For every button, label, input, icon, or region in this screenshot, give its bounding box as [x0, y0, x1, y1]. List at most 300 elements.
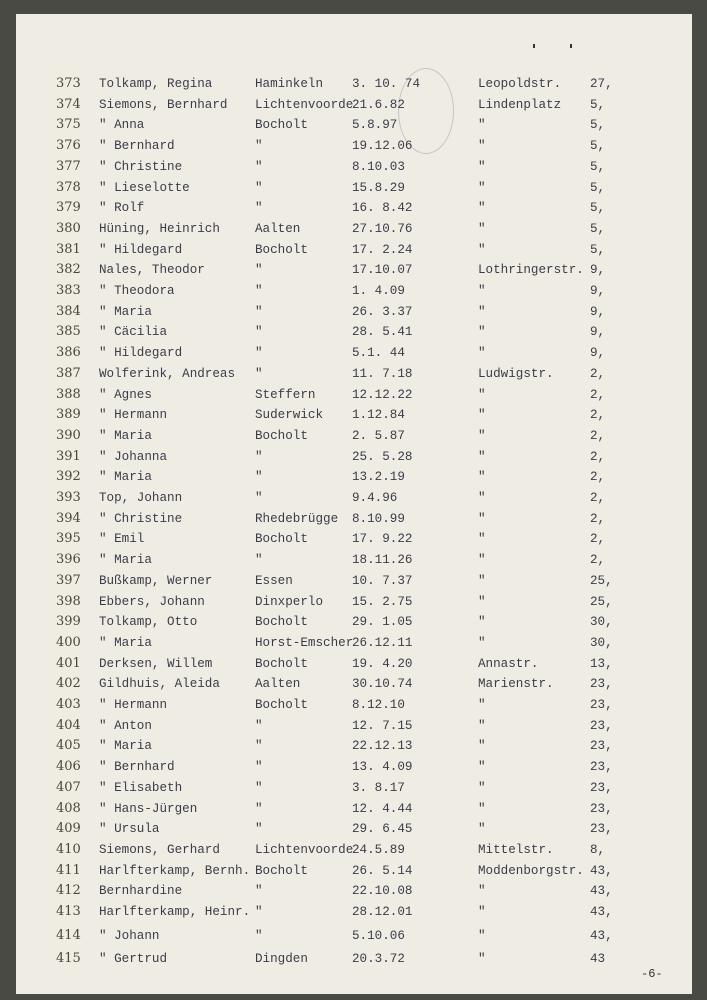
birth-place: " — [255, 159, 263, 174]
entry-number: 403 — [56, 697, 81, 712]
house-number: 5, — [590, 201, 606, 216]
register-row — [0, 447, 707, 467]
register-row — [0, 881, 707, 901]
house-number: 2, — [590, 470, 606, 485]
birth-date: 11. 7.18 — [352, 366, 413, 381]
street: Moddenborgstr. — [478, 863, 584, 878]
register-row — [0, 778, 707, 798]
entry-number: 390 — [56, 427, 81, 443]
birth-place: " — [255, 346, 263, 361]
birth-place: Rhedebrügge — [255, 511, 339, 526]
register-row — [0, 467, 707, 487]
entry-number: 410 — [56, 841, 81, 857]
house-number: 43, — [590, 863, 613, 878]
entry-number: 412 — [56, 883, 81, 899]
person-name: " Theodora — [99, 284, 175, 298]
birth-date: 5.1. 44 — [352, 346, 405, 361]
register-row — [0, 612, 707, 632]
birth-date: 13. 4.09 — [352, 760, 413, 775]
birth-date: 26. 5.14 — [352, 863, 413, 878]
street: " — [478, 428, 486, 443]
birth-date: 1. 4.09 — [352, 284, 405, 298]
house-number: 23, — [590, 760, 613, 775]
person-name: " Anna — [99, 118, 145, 133]
person-name: Harlfterkamp, Bernh. — [99, 863, 251, 878]
entry-number: 398 — [56, 593, 81, 609]
entry-number: 378 — [56, 179, 81, 195]
birth-date: 28.12.01 — [352, 905, 413, 919]
entry-number: 394 — [56, 510, 81, 526]
entry-number: 385 — [56, 324, 81, 340]
birth-date: 24.5.89 — [352, 842, 405, 857]
birth-date: 2. 5.87 — [352, 428, 405, 443]
street: Lothringerstr. — [478, 263, 584, 278]
street: " — [478, 304, 486, 319]
birth-date: 25. 5.28 — [352, 449, 413, 464]
street: " — [478, 159, 486, 174]
person-name: Nales, Theodor — [99, 263, 205, 278]
birth-place: Lichtenvoorde — [255, 97, 354, 112]
birth-place: Haminkeln — [255, 77, 324, 91]
entry-number: 381 — [56, 241, 81, 257]
person-name: " Anton — [99, 718, 152, 733]
birth-date: 12. 7.15 — [352, 718, 413, 733]
street: " — [478, 615, 486, 630]
register-row — [0, 302, 707, 322]
birth-place: Bocholt — [255, 242, 308, 257]
register-row — [0, 281, 707, 301]
house-number: 43, — [590, 928, 613, 943]
street: Mittelstr. — [478, 842, 554, 857]
street: " — [478, 760, 486, 775]
house-number: 2, — [590, 366, 606, 381]
person-name: " Maria — [99, 304, 152, 319]
birth-date: 30.10.74 — [352, 677, 413, 692]
birth-date: 29. 6.45 — [352, 822, 413, 837]
register-row — [0, 322, 707, 342]
house-number: 13, — [590, 656, 613, 671]
entry-number: 415 — [56, 951, 81, 967]
street: " — [478, 801, 486, 816]
street: " — [478, 718, 486, 733]
birth-date: 3. 10. 74 — [352, 77, 421, 91]
birth-place: Essen — [255, 573, 293, 588]
street: Marienstr. — [478, 677, 554, 692]
register-row — [0, 364, 707, 384]
house-number: 2, — [590, 511, 606, 526]
person-name: " Christine — [99, 159, 183, 174]
person-name: " Agnes — [99, 387, 152, 402]
house-number: 9, — [590, 346, 606, 361]
street: " — [478, 408, 486, 423]
birth-date: 20.3.72 — [352, 952, 405, 967]
street: " — [478, 573, 486, 588]
street: " — [478, 139, 486, 154]
house-number: 2, — [590, 387, 606, 402]
birth-date: 22.10.08 — [352, 884, 413, 899]
birth-date: 5.10.06 — [352, 928, 405, 943]
street: " — [478, 635, 486, 650]
register-row — [0, 385, 707, 405]
house-number: 5, — [590, 221, 606, 236]
birth-place: Bocholt — [255, 656, 308, 671]
register-row — [0, 819, 707, 839]
street: " — [478, 511, 486, 526]
birth-date: 13.2.19 — [352, 470, 405, 485]
entry-number: 383 — [56, 283, 81, 298]
street: " — [478, 884, 486, 899]
person-name: " Hermann — [99, 408, 168, 423]
birth-place: Bocholt — [255, 118, 308, 133]
register-row — [0, 178, 707, 198]
house-number: 30, — [590, 615, 613, 630]
entry-number: 373 — [56, 76, 81, 91]
house-number: 25, — [590, 594, 613, 609]
register-row — [0, 757, 707, 777]
register-row — [0, 799, 707, 819]
entry-number: 393 — [56, 490, 81, 505]
birth-place: " — [255, 325, 263, 340]
register-row — [0, 736, 707, 756]
entry-number: 392 — [56, 469, 81, 485]
birth-place: " — [255, 449, 263, 464]
birth-place: Lichtenvoorde — [255, 842, 354, 857]
entry-number: 396 — [56, 552, 81, 568]
entry-number: 411 — [56, 862, 81, 878]
person-name: Siemons, Bernhard — [99, 97, 228, 112]
person-name: " Lieselotte — [99, 180, 190, 195]
house-number: 30, — [590, 635, 613, 650]
person-name: Bernhardine — [99, 884, 183, 899]
register-row — [0, 695, 707, 715]
house-number: 2, — [590, 408, 606, 423]
birth-place: Aalten — [255, 221, 301, 236]
street: " — [478, 325, 486, 340]
birth-date: 16. 8.42 — [352, 201, 413, 216]
person-name: Hüning, Heinrich — [99, 221, 220, 236]
register-row — [0, 861, 707, 881]
register-row — [0, 654, 707, 674]
house-number: 23, — [590, 718, 613, 733]
person-name: " Bernhard — [99, 760, 175, 775]
house-number: 23, — [590, 739, 613, 754]
register-row — [0, 571, 707, 591]
street: " — [478, 180, 486, 195]
birth-date: 28. 5.41 — [352, 325, 413, 340]
person-name: " Maria — [99, 470, 152, 485]
person-name: Ebbers, Johann — [99, 594, 205, 609]
street: " — [478, 952, 486, 967]
entry-number: 380 — [56, 220, 81, 236]
entry-number: 409 — [56, 821, 81, 837]
entry-number: 404 — [56, 717, 81, 733]
street: Annastr. — [478, 656, 539, 671]
person-name: Siemons, Gerhard — [99, 842, 220, 857]
house-number: 5, — [590, 139, 606, 154]
street: " — [478, 221, 486, 236]
register-row — [0, 529, 707, 549]
register-row — [0, 115, 707, 135]
birth-date: 1.12.84 — [352, 408, 405, 423]
birth-place: " — [255, 553, 263, 568]
register-row — [0, 840, 707, 860]
person-name: Tolkamp, Regina — [99, 77, 213, 91]
person-name: " Hildegard — [99, 346, 183, 361]
person-name: Wolferink, Andreas — [99, 366, 236, 381]
register-row — [0, 74, 707, 94]
street: " — [478, 928, 486, 943]
birth-place: " — [255, 884, 263, 899]
birth-place: " — [255, 491, 263, 505]
house-number: 5, — [590, 159, 606, 174]
register-row — [0, 95, 707, 115]
person-name: Gildhuis, Aleida — [99, 677, 220, 692]
house-number: 9, — [590, 263, 606, 278]
street: " — [478, 698, 486, 712]
entry-number: 389 — [56, 407, 81, 423]
birth-date: 29. 1.05 — [352, 615, 413, 630]
page-number: -6- — [641, 967, 663, 981]
birth-place: " — [255, 718, 263, 733]
birth-place: " — [255, 470, 263, 485]
birth-date: 9.4.96 — [352, 491, 398, 505]
birth-date: 3. 8.17 — [352, 780, 405, 795]
register-row — [0, 550, 707, 570]
birth-place: " — [255, 139, 263, 154]
house-number: 23, — [590, 677, 613, 692]
street: " — [478, 242, 486, 257]
register-row — [0, 633, 707, 653]
street: " — [478, 739, 486, 754]
register-row — [0, 674, 707, 694]
house-number: 5, — [590, 180, 606, 195]
entry-number: 388 — [56, 386, 81, 402]
person-name: " Bernhard — [99, 139, 175, 154]
birth-place: Dinxperlo — [255, 594, 324, 609]
birth-place: Suderwick — [255, 408, 324, 423]
birth-date: 27.10.76 — [352, 221, 413, 236]
entry-number: 386 — [56, 345, 81, 361]
house-number: 43, — [590, 884, 613, 899]
person-name: " Hans-Jürgen — [99, 801, 198, 816]
entry-number: 400 — [56, 634, 81, 650]
person-name: " Christine — [99, 511, 183, 526]
person-name: Top, Johann — [99, 491, 183, 505]
birth-place: Bocholt — [255, 863, 308, 878]
register-row — [0, 198, 707, 218]
street: " — [478, 532, 486, 547]
birth-place: " — [255, 928, 263, 943]
entry-number: 401 — [56, 655, 81, 671]
entry-number: 413 — [56, 904, 81, 919]
person-name: " Emil — [99, 532, 145, 547]
birth-date: 17. 9.22 — [352, 532, 413, 547]
street: " — [478, 905, 486, 919]
entry-number: 379 — [56, 200, 81, 216]
birth-date: 12. 4.44 — [352, 801, 413, 816]
birth-date: 26. 3.37 — [352, 304, 413, 319]
birth-date: 17. 2.24 — [352, 242, 413, 257]
street: " — [478, 284, 486, 298]
entry-number: 374 — [56, 96, 81, 112]
street: " — [478, 822, 486, 837]
entry-number: 391 — [56, 448, 81, 464]
birth-place: " — [255, 760, 263, 775]
person-name: Harlfterkamp, Heinr. — [99, 905, 251, 919]
entry-number: 382 — [56, 262, 81, 278]
register-row — [0, 926, 707, 946]
street: Lindenplatz — [478, 97, 562, 112]
entry-number: 414 — [56, 927, 81, 943]
street: " — [478, 491, 486, 505]
house-number: 43 — [590, 952, 606, 967]
register-row — [0, 592, 707, 612]
birth-place: Bocholt — [255, 615, 308, 630]
birth-place: " — [255, 180, 263, 195]
birth-date: 26.12.11 — [352, 635, 413, 650]
street: " — [478, 201, 486, 216]
entry-number: 397 — [56, 572, 81, 588]
birth-date: 15. 2.75 — [352, 594, 413, 609]
birth-date: 5.8.97 — [352, 118, 398, 133]
birth-place: " — [255, 739, 263, 754]
entry-number: 377 — [56, 158, 81, 174]
street: " — [478, 594, 486, 609]
entry-number: 395 — [56, 531, 81, 547]
house-number: 9, — [590, 284, 606, 298]
birth-date: 8.12.10 — [352, 698, 405, 712]
register-row — [0, 426, 707, 446]
birth-place: Bocholt — [255, 428, 308, 443]
birth-place: Aalten — [255, 677, 301, 692]
birth-date: 10. 7.37 — [352, 573, 413, 588]
register-row — [0, 260, 707, 280]
person-name: Bußkamp, Werner — [99, 573, 213, 588]
register-row — [0, 509, 707, 529]
birth-place: " — [255, 263, 263, 278]
person-name: " Hildegard — [99, 242, 183, 257]
birth-place: Bocholt — [255, 698, 308, 712]
entry-number: 402 — [56, 676, 81, 692]
register-row — [0, 219, 707, 239]
house-number: 2, — [590, 553, 606, 568]
house-number: 25, — [590, 573, 613, 588]
register-row — [0, 240, 707, 260]
birth-place: Bocholt — [255, 532, 308, 547]
street: Ludwigstr. — [478, 366, 554, 381]
house-number: 5, — [590, 118, 606, 133]
street: " — [478, 449, 486, 464]
register-row — [0, 405, 707, 425]
birth-date: 8.10.03 — [352, 159, 405, 174]
person-name: " Rolf — [99, 201, 145, 216]
person-name: Derksen, Willem — [99, 656, 213, 671]
street: Leopoldstr. — [478, 77, 562, 91]
birth-place: " — [255, 905, 263, 919]
birth-date: 22.12.13 — [352, 739, 413, 754]
street: " — [478, 346, 486, 361]
birth-place: Horst-Emscher — [255, 635, 354, 650]
birth-date: 18.11.26 — [352, 553, 413, 568]
person-name: " Johann — [99, 928, 160, 943]
house-number: 23, — [590, 698, 613, 712]
entry-number: 375 — [56, 117, 81, 133]
street: " — [478, 387, 486, 402]
street: " — [478, 470, 486, 485]
house-number: 5, — [590, 97, 606, 112]
register-row — [0, 157, 707, 177]
birth-place: " — [255, 201, 263, 216]
birth-place: Dingden — [255, 952, 308, 967]
house-number: 2, — [590, 532, 606, 547]
register-row — [0, 488, 707, 508]
entry-number: 408 — [56, 800, 81, 816]
house-number: 23, — [590, 822, 613, 837]
birth-place: " — [255, 801, 263, 816]
house-number: 23, — [590, 801, 613, 816]
person-name: " Ursula — [99, 822, 160, 837]
person-name: " Maria — [99, 635, 152, 650]
birth-date: 8.10.99 — [352, 511, 405, 526]
entry-number: 384 — [56, 303, 81, 319]
person-name: " Johanna — [99, 449, 168, 464]
register-row — [0, 716, 707, 736]
house-number: 8, — [590, 842, 606, 857]
register-row — [0, 949, 707, 969]
entry-number: 405 — [56, 738, 81, 754]
house-number: 23, — [590, 780, 613, 795]
street: " — [478, 553, 486, 568]
person-name: " Maria — [99, 739, 152, 754]
house-number: 5, — [590, 242, 606, 257]
house-number: 9, — [590, 304, 606, 319]
birth-date: 12.12.22 — [352, 387, 413, 402]
birth-place: " — [255, 304, 263, 319]
street: " — [478, 118, 486, 133]
house-number: 27, — [590, 77, 613, 91]
house-number: 9, — [590, 325, 606, 340]
entry-number: 387 — [56, 365, 81, 381]
birth-date: 17.10.07 — [352, 263, 413, 278]
register-row — [0, 136, 707, 156]
entry-number: 407 — [56, 779, 81, 795]
entry-number: 406 — [56, 759, 81, 775]
person-name: " Gertrud — [99, 952, 168, 967]
person-name: " Maria — [99, 428, 152, 443]
birth-place: " — [255, 366, 263, 381]
street: " — [478, 780, 486, 795]
birth-place: " — [255, 284, 263, 298]
entry-number: 376 — [56, 138, 81, 154]
register-row — [0, 343, 707, 363]
person-name: " Cäcilia — [99, 325, 168, 340]
house-number: 2, — [590, 428, 606, 443]
birth-date: 19.12.06 — [352, 139, 413, 154]
register-row — [0, 902, 707, 922]
birth-place: Steffern — [255, 387, 316, 402]
entry-number: 399 — [56, 614, 81, 630]
house-number: 43, — [590, 905, 613, 919]
birth-date: 21.6.82 — [352, 97, 405, 112]
house-number: 2, — [590, 491, 606, 505]
person-name: " Elisabeth — [99, 780, 183, 795]
birth-date: 15.8.29 — [352, 180, 405, 195]
birth-date: 19. 4.20 — [352, 656, 413, 671]
person-name: " Hermann — [99, 698, 168, 712]
birth-place: " — [255, 780, 263, 795]
person-name: " Maria — [99, 553, 152, 568]
house-number: 2, — [590, 449, 606, 464]
